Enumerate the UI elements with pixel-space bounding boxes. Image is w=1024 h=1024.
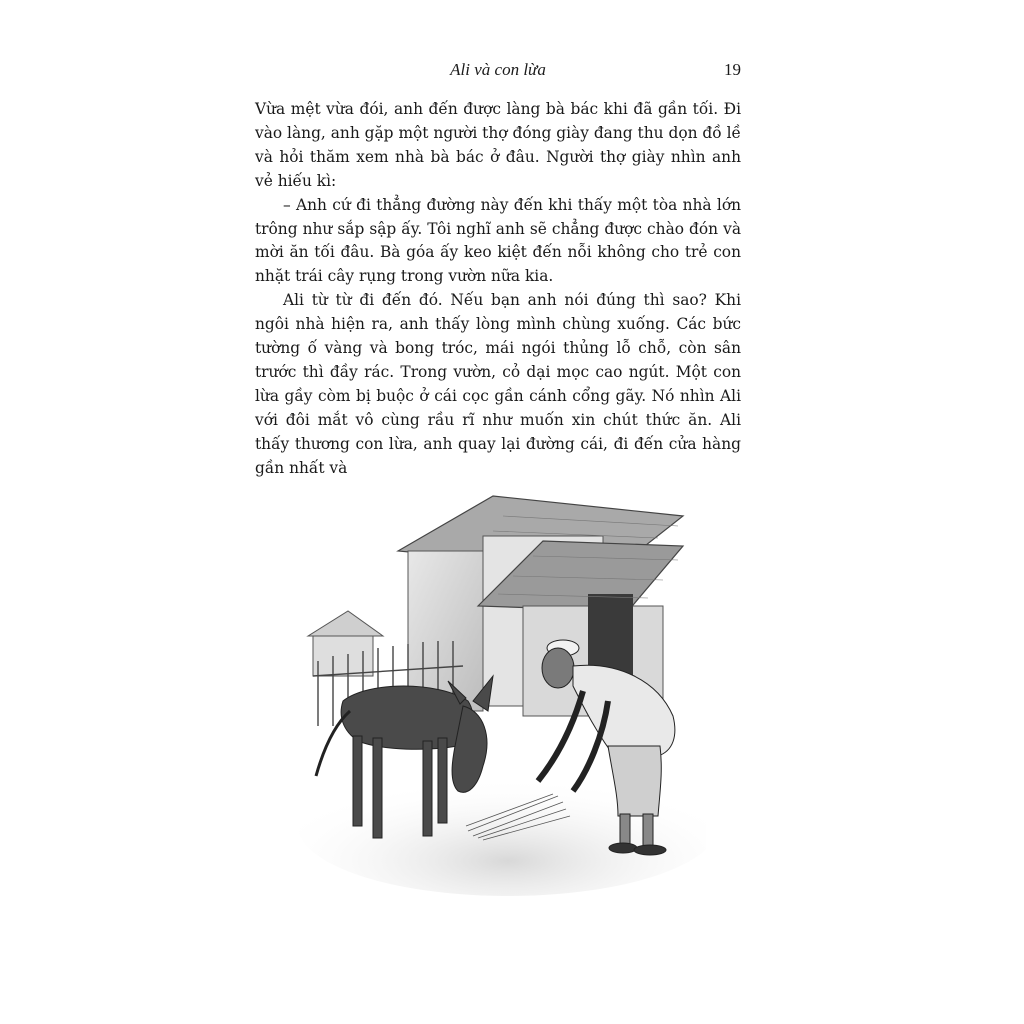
paragraph: Vừa mệt vừa đói, anh đến được làng bà bác khi đã gần tối. Đi vào làng, anh gặp một người thợ đóng giày đang thu dọn đồ lề và hỏi thăm xem nhà bà bác ở đâu. Người thợ giày nhìn anh vẻ hiếu kì: (255, 100, 741, 190)
page-header (255, 60, 741, 84)
man-head (542, 648, 574, 688)
pencil-illustration (288, 476, 706, 898)
paragraph: Ali từ từ đi đến đó. Nếu bạn anh nói đúng thì sao? Khi ngôi nhà hiện ra, anh thấy lòng mình chùng xuống. Các bức tường ố vàng và bong tróc, mái ngói thủng lỗ chỗ, còn sân trước thì đầy rác. Trong vườn, cỏ dại mọc cao ngút. Một con lừa gầy còm bị buộc ở cái cọc gần cánh cổng gãy. Nó nhìn Ali với đôi mắt vô cùng rầu rĩ như muốn xin chút thức ăn. Ali thấy thương con lừa, anh quay lại đường cái, đi đến cửa hàng gần nhất và (255, 291, 741, 477)
background-hut (308, 611, 383, 676)
page-number: 19 (724, 60, 741, 79)
dialogue-paragraph: – Anh cứ đi thẳng đường này đến khi thấy một tòa nhà lớn trông như sắp sập ấy. Tôi nghĩ anh sẽ chẳng được chào đón và mời ăn tối đâu. Bà góa ấy keo kiệt đến nỗi không cho trẻ con nhặt trái cây rụng trong vườn nữa kia. (255, 195, 741, 286)
running-title: Ali và con lừa (450, 60, 546, 79)
body-text (255, 98, 741, 481)
